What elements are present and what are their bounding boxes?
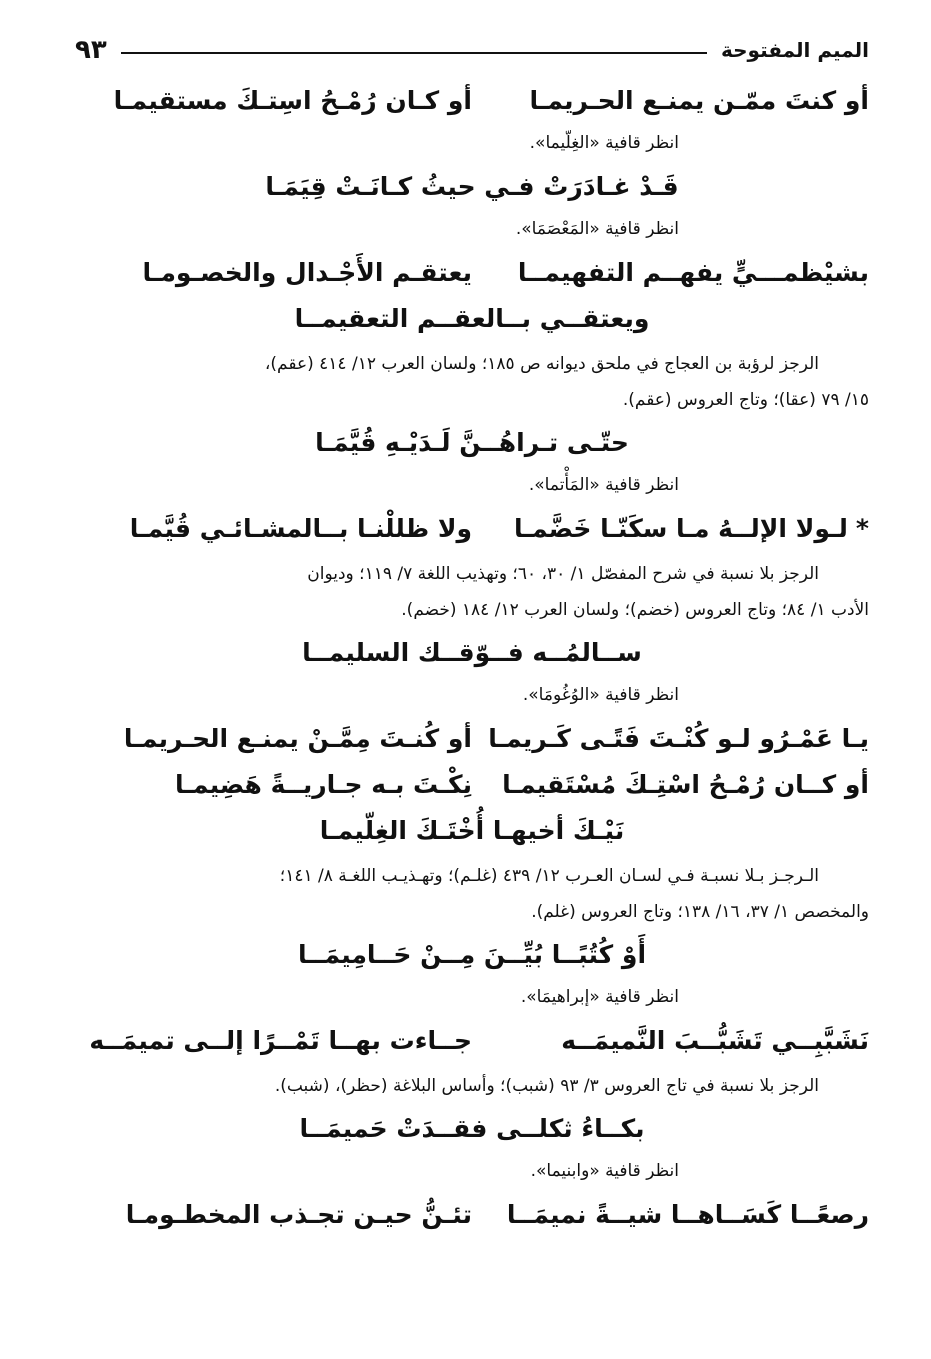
citation-line: الرجز لرؤبة بن العجاج في ملحق ديوانه ص ١٨٥؛ ولسان العرب ١٢/ ٤١٤ (عقم)، [264, 354, 819, 374]
verse-first-hemistich: نَشَبَّبِــي تَشَبُّــبَ النَّميمَــه [561, 1026, 869, 1055]
header-rule [121, 52, 707, 54]
verse-second-hemistich: تئـنُّ حيـن تجـذب المخطـومـا [125, 1200, 472, 1229]
verse-line [75, 810, 869, 856]
verse-line [75, 1194, 869, 1240]
verse-second-hemistich: نِكْـتَ بـه جـاريــةً هَضِيمـا [175, 770, 472, 799]
verse-line [75, 764, 869, 810]
verse-first-hemistich: يـا عَمْـرُو لـو كُنْـتَ فَتًـى كَـريمـا [488, 724, 869, 753]
cross-reference-note: انظر قافية «الوُغُومَا». [522, 685, 679, 705]
cross-reference-note: انظر قافية «المَأْتما». [528, 475, 679, 495]
verse-second-hemistich: جــاءت بهــا تَمْــرًا إلــى تميمَــه [89, 1026, 472, 1055]
page-number: ٩٣ [75, 35, 107, 65]
verse-first-hemistich: أو كنتَ ممّـن يمنـع الحـريمـا [529, 86, 869, 115]
verse-line [75, 1020, 869, 1066]
asterisk-marker: * [855, 514, 869, 543]
citation-line: الرجز بلا نسبة في شرح المفصّل ١/ ٣٠، ٦٠؛ وتهذيب اللغة ٧/ ١١٩؛ وديوان [307, 564, 819, 584]
verse-single-line: ســالمُــه فــوّقــك السليمــا [302, 638, 642, 667]
verse-first-hemistich [472, 508, 869, 554]
source-citation [75, 1068, 869, 1104]
verse-first-hemistich: رصعًــا كَسَــاهــا شيــةً نميمَــا [506, 1200, 869, 1229]
source-citation [75, 346, 869, 418]
page-header [75, 30, 869, 70]
verse-line [75, 298, 869, 344]
citation-line: الأدب ١/ ٨٤؛ وتاج العروس (خضم)؛ ولسان العرب ١٢/ ١٨٤ (خضم). [401, 600, 869, 620]
verse-second-hemistich: يعتقـم الأَجْـدال والخصـومـا [142, 258, 472, 287]
verse-first-hemistich: بشيْظمـــيٍّ يفهــم التفهيمــا [517, 258, 869, 287]
verse-line [75, 508, 869, 554]
citation-line: الـرجـز بـلا نسبـة فـي لسـان العـرب ١٢/ ٤٣٩ (غلـم)؛ وتهـذيـب اللغـة ٨/ ١٤١؛ [279, 866, 819, 886]
verse-second-hemistich: ولا ظللْنـا بــالمشـائـي قُيَّمـا [129, 514, 472, 543]
verse-single-line: أَوْ كُتُبًــا بُيِّــنَ مِــنْ حَــامِيمَــا [298, 940, 647, 969]
citation-line: ١٥/ ٧٩ (عقا)؛ وتاج العروس (عقم). [622, 390, 869, 410]
citation-line: والمخصص ١/ ٣٧، ١٦/ ١٣٨؛ وتاج العروس (غلم). [531, 902, 869, 922]
cross-reference-note: انظر قافية «المَعْصَمَا». [515, 219, 679, 239]
page-content [75, 80, 869, 1240]
cross-reference-note: انظر قافية «الغِلّيما». [529, 133, 679, 153]
verse-single-line: ويعتقــي بــالعقــم التعقيمــا [294, 304, 650, 333]
verse-line [75, 934, 869, 980]
source-citation [75, 556, 869, 628]
verse-line [75, 166, 869, 212]
verse-second-hemistich: أو كُنـتَ مِمَّـنْ يمنـع الحـريمـا [123, 724, 472, 753]
verse-first-hemistich: أو كــان رُمْـحُ اسْتِـكَ مُسْتَقيمـا [502, 770, 869, 799]
verse-line [75, 422, 869, 468]
source-citation [75, 858, 869, 930]
verse-line [75, 1108, 869, 1154]
verse-single-line: قَـدْ غـادَرَتْ فـي حيثُ كـانَـتْ قِيَمَـا [265, 172, 679, 201]
verse-line [75, 252, 869, 298]
cross-reference-note: انظر قافية «وابنيما». [530, 1161, 679, 1181]
verse-line [75, 632, 869, 678]
verse-line [75, 80, 869, 126]
verse-line [75, 718, 869, 764]
running-title: الميم المفتوحة [721, 38, 869, 62]
hemistich-text: لـولا الإلــهُ مـا سكَنّـا خَضَّمـا [514, 514, 848, 543]
citation-line: الرجز بلا نسبة في تاج العروس ٣/ ٩٣ (شبب)؛ وأساس البلاغة (حظر)، (شبب). [274, 1076, 819, 1096]
verse-single-line: بكــاءُ ثكلــى فقــدَتْ حَميمَــا [299, 1114, 645, 1143]
cross-reference-note: انظر قافية «إبراهيمَا». [520, 987, 679, 1007]
verse-single-line: حتّـى تـراهُــنَّ لَـدَيْـهِ قُيَّمَـا [315, 428, 629, 457]
verse-single-line: نَيْـكَ أخيهـا أُخْتَـكَ الغِلّيمـا [319, 816, 625, 845]
verse-second-hemistich: أو كـان رُمْـحُ اسِتـكَ مستقيمـا [113, 86, 472, 115]
